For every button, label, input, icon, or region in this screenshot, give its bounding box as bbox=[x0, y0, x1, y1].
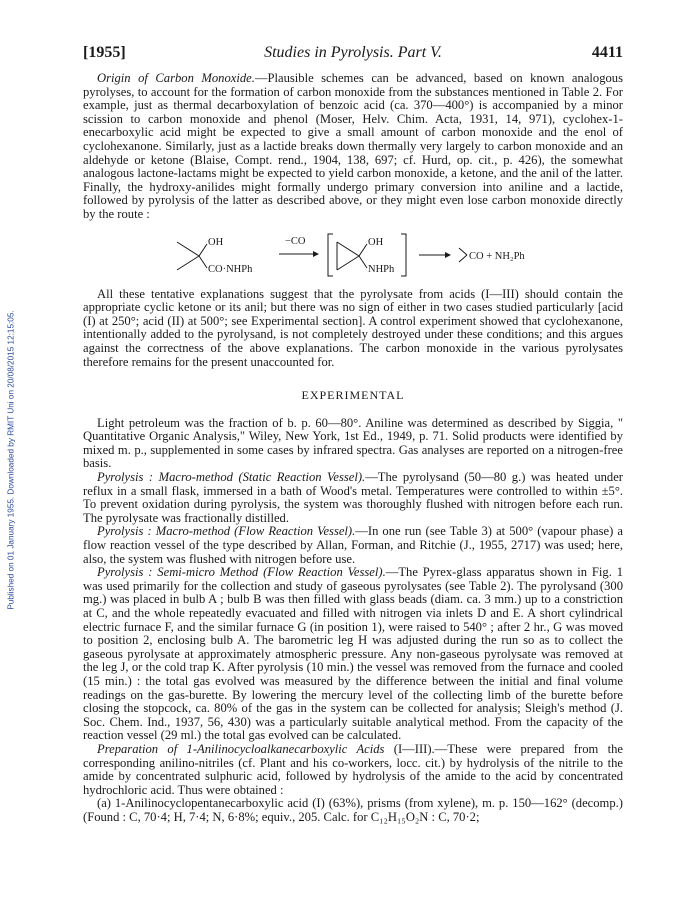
paragraph-heading: Pyrolysis : Macro-method (Static Reaction Vessel). bbox=[97, 470, 366, 485]
paragraph-text: —The pyrolysand (50—80 g.) was heated under reflux in a small flask, immersed in a bath of Wood's metal. Temperatures were controlled to within ±5°. To prevent oxidation during pyrolysis, the system was thoroughly flushed with nitrogen before each run. The pyrolysate was fractionally distilled. bbox=[83, 470, 624, 525]
bond bbox=[199, 244, 207, 256]
arrowhead-1 bbox=[313, 251, 319, 257]
paragraph-text: —The Pyrex-glass apparatus shown in Fig. 1 was used primarily for the collection and study of gaseous pyrolysates (see Table 2). The pyrolysand (300 mg.) was placed in bulb A ; bulb B was then filled with glass beads (diam. ca. 3 mm.) up to a constriction at C, and the whole repeatedly evacuated and filled with nitrogen via inlets D and E. A short cylindrical electric furnace F, and the similar furnace G (in position 1), were raised to 540° ; after 2 hr., G was moved to position 2, enclosing bulb A. The barometric leg H was adjusted during the run so as to collect the gaseous pyrolysate at approximately atmospheric pressure. Any non-gaseous pyrolysate was removed at the leg J, or the cold trap K. After pyrolysis (10 min.) the vessel was removed from the furnace and cooled (15 min.) : the total gas evolved was measured by the difference between the initial and final volume readings on the gas-burette. By lowering the mercury level of the collecting limb of the burette before closing the stopcock, ca. 80% of the gas in the system can be collected for analysis; Sleigh's method (J. Soc. Chem. Ind., 1937, 56, 430) was a particularly suitable analytical method. From the capacity of the reaction vessel (29 ml.) the total gas evolved can be calculated. bbox=[83, 565, 623, 743]
oh-label-1: OH bbox=[208, 236, 224, 248]
paragraph-preparation bbox=[83, 743, 623, 797]
paragraph-heading: Origin of Carbon Monoxide. bbox=[97, 71, 255, 85]
paragraph-heading: Pyrolysis : Macro-method (Flow Reaction Vessel). bbox=[97, 524, 356, 539]
nhph-label: NHPh bbox=[368, 263, 395, 275]
bond bbox=[199, 256, 207, 268]
arrowhead-2 bbox=[445, 252, 451, 258]
reaction-scheme bbox=[83, 228, 623, 280]
paragraph-heading: Preparation of 1-Anilinocycloalkanecarboxylic Acids bbox=[97, 741, 385, 756]
ring-bond bbox=[337, 242, 359, 256]
download-watermark bbox=[4, 160, 18, 760]
ring-bond bbox=[459, 248, 467, 255]
paragraph-origin-co bbox=[83, 72, 623, 222]
ring-bond bbox=[177, 242, 199, 256]
paragraph-macro-flow bbox=[83, 525, 623, 566]
paragraph-explanations: All these tentative explanations suggest that the pyrolysate from acids (I—III) should contain the appropriate cyclic ketone or its anil; but there was no sign of either in two cases studied particularly [acid (I) at 250°; acid (II) at 500°; see Experimental section]. A control experiment showed that cyclohexanone, intentionally added to the pyrolysand, is not completely destroyed under these conditions; and this argues against the correctness of the above explanations. The carbon monoxide in the various pyrolysates therefore remains for the present unaccounted for. bbox=[83, 286, 623, 369]
section-heading-experimental: EXPERIMENTAL bbox=[301, 388, 405, 403]
header-page-number: 4411 bbox=[591, 44, 623, 61]
conhph-label: CO·NHPh bbox=[208, 263, 253, 275]
header-year: [1955] bbox=[83, 44, 126, 61]
paragraph-macro-static bbox=[83, 471, 623, 525]
paragraph-text: —Plausible schemes can be advanced, based on known analogous pyrolyses, to account for the formation of carbon monoxide from the substances mentioned in Table 2. For example, just as thermal decarboxylation of benzoic acid (ca. 370—400°) is accompanied by a minor scission to carbon monoxide and phenol (Moser, Helv. Chim. Acta, 1931, 14, 971), cyclohex-1-enecarboxylic acid might be expected to give a small amount of carbon monoxide and the enol of cyclohexanone. Similarly, just as a lactide breaks down thermally very largely to carbon monoxide and an aldehyde or ketone (Blaise, Compt. rend., 1904, 138, 697; cf. Hurd, op. cit., p. 426), the somewhat analogous lactone-lactams might be expected to yield carbon monoxide, a ketone, and the anil of the latter. Finally, the hydroxy-anilides might formally undergo primary conversion into aniline and a lactide, followed by pyrolysis of the latter as described above, or they might even lose carbon monoxide directly by the route : bbox=[83, 71, 624, 221]
ring-bond bbox=[459, 255, 467, 262]
paragraph-text: (I—III).—These were prepared from the corresponding anilino-nitriles (cf. Plant and his co-workers, locc. cit.) by hydrolysis of the nitrile to the amide by concentrated sulphuric acid, followed by hydrolysis of the amide to the acid by concentrated hydrochloric acid. Thus were obtained : bbox=[83, 741, 623, 797]
running-header bbox=[83, 44, 623, 66]
oh-label-2: OH bbox=[368, 236, 384, 248]
ring-bond bbox=[177, 256, 199, 270]
bond bbox=[359, 244, 367, 256]
bond bbox=[359, 256, 367, 268]
reaction-scheme-drawing bbox=[173, 228, 533, 280]
header-title: Studies in Pyrolysis. Part V. bbox=[264, 44, 442, 61]
paragraph-semi-micro bbox=[83, 566, 623, 743]
arrow-label: −CO bbox=[285, 235, 306, 247]
product-label: CO + NH₂Ph bbox=[469, 250, 525, 262]
bracket-left bbox=[328, 234, 333, 276]
paragraph-heading: Pyrolysis : Semi-micro Method (Flow Reaction Vessel). bbox=[97, 565, 386, 580]
ring-bond bbox=[337, 256, 359, 270]
article-body bbox=[83, 72, 623, 825]
paragraph-compound-a: (a) 1-Anilinocyclopentanecarboxylic acid (I) (63%), prisms (from xylene), m. p. 150—162° (decomp.) (Found : C, 70·4; H, 7·4; N, 6·8%; equiv., 205. Calc. for C₁₂H₁₅O₂N : C, 70·2; bbox=[83, 796, 623, 824]
paragraph-text: —In one run (see Table 3) at 500° (vapour phase) a flow reaction vessel of the type described by Allan, Forman, and Ritchie (J., 1955, 2717) was used; here, also, the system was flushed with nitrogen before use. bbox=[83, 524, 623, 566]
paragraph-materials: Light petroleum was the fraction of b. p. 60—80°. Aniline was determined as described by Siggia, " Quantitative Organic Analysis," Wiley, New York, 1st Ed., 1949, p. 71. Solid products were identified by mixed m. p., supplemented in some cases by infrared spectra. Gas analyses are reported on a nitrogen-free basis. bbox=[83, 415, 623, 471]
bracket-right bbox=[401, 234, 406, 276]
download-watermark-text[interactable]: Published on 01 January 1955. Downloaded by RMIT Uni on 20/08/2015 12:15:05. bbox=[6, 310, 16, 610]
